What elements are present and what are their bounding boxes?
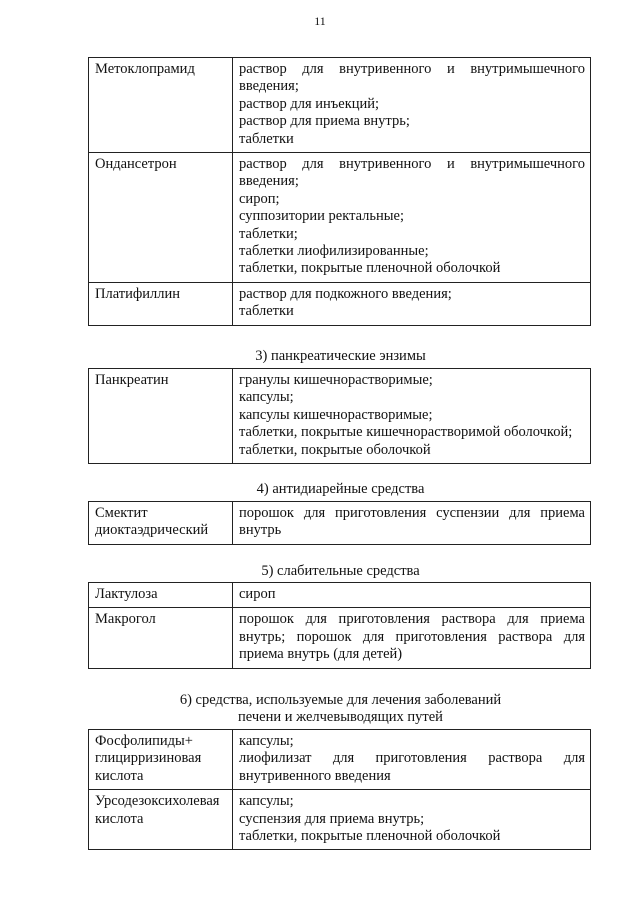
table-row xyxy=(89,502,591,545)
drug-name-line: глицирризиновая xyxy=(95,750,202,767)
form-line: сироп xyxy=(239,586,276,602)
drug-name xyxy=(89,583,233,608)
form-line: таблетки лиофилизированные; xyxy=(239,243,429,260)
form-line: суппозитории ректальные; xyxy=(239,208,404,225)
table-row xyxy=(89,583,591,608)
dosage-forms xyxy=(233,369,591,464)
drug-name-text: Ондансетрон xyxy=(95,156,177,173)
form-line: таблетки, покрытые оболочкой xyxy=(239,441,431,458)
drug-name-line: Смектит xyxy=(95,505,148,521)
drug-name xyxy=(89,282,233,325)
drug-name xyxy=(89,58,233,153)
form-line: внутрь; порошок для приготовления раствора для xyxy=(239,628,585,645)
form-line: гранулы кишечнорастворимые; xyxy=(239,372,433,388)
drug-name xyxy=(89,790,233,850)
form-line: порошок для приготовления раствора для приема xyxy=(239,611,585,628)
dosage-forms xyxy=(233,153,591,283)
table-row xyxy=(89,153,591,283)
form-line: сироп; xyxy=(239,190,280,207)
drug-table-liver-biliary xyxy=(88,729,591,850)
form-line: суспензия для приема внутрь; xyxy=(239,810,425,827)
form-line: капсулы; xyxy=(239,793,294,810)
form-line: таблетки xyxy=(239,303,294,320)
drug-table-antidiarrheal xyxy=(88,501,591,545)
dosage-forms xyxy=(233,282,591,325)
form-line: введения; xyxy=(239,173,299,190)
dosage-forms xyxy=(233,790,591,850)
table-row xyxy=(89,369,591,464)
form-line: капсулы; xyxy=(239,733,294,749)
form-line: приема внутрь (для детей) xyxy=(239,646,403,663)
drug-table-antiemetics xyxy=(88,57,591,326)
form-line: раствор для подкожного введения; xyxy=(239,285,452,302)
drug-name-line: диоктаэдрический xyxy=(95,522,209,539)
form-line: раствор для внутривенного и внутримышечного xyxy=(239,61,585,77)
drug-name xyxy=(89,369,233,464)
form-line: капсулы кишечнорастворимые; xyxy=(239,406,433,423)
drug-name-text: Метоклопрамид xyxy=(95,61,195,77)
form-line: введения; xyxy=(239,78,299,95)
form-line: внутривенного введения xyxy=(239,767,391,784)
table-row xyxy=(89,608,591,668)
drug-name-text: Панкреатин xyxy=(95,372,169,388)
drug-name-line: Фосфолипиды+ xyxy=(95,733,193,749)
dosage-forms xyxy=(233,583,591,608)
table-row xyxy=(89,730,591,790)
section-heading-liver-biliary xyxy=(88,692,593,726)
form-line: внутрь xyxy=(239,522,282,539)
section-heading-antidiarrheal: 4) антидиарейные средства xyxy=(256,481,425,497)
drug-name xyxy=(89,153,233,283)
drug-name-text: Лактулоза xyxy=(95,586,158,602)
drug-table-pancreatic-enzymes xyxy=(88,368,591,464)
section-heading-laxatives: 5) слабительные средства xyxy=(261,563,420,579)
dosage-forms xyxy=(233,502,591,545)
form-line: раствор для внутривенного и внутримышечного xyxy=(239,156,585,173)
drug-name-text: Платифиллин xyxy=(95,285,181,302)
section-heading-line: 6) средства, используемые для лечения заболеваний xyxy=(179,692,502,708)
form-line: таблетки, покрытые кишечнорастворимой оболочкой; xyxy=(239,424,573,441)
form-line: лиофилизат для приготовления раствора для xyxy=(239,750,585,767)
form-line: порошок для приготовления суспензии для приема xyxy=(239,505,585,521)
table-row xyxy=(89,58,591,153)
drug-name xyxy=(89,502,233,545)
page-number: 11 xyxy=(314,14,326,28)
drug-table-laxatives xyxy=(88,582,591,669)
form-line: таблетки; xyxy=(239,225,298,242)
table-row xyxy=(89,790,591,850)
form-line: раствор для инъекций; xyxy=(239,95,380,112)
drug-name-line: кислота xyxy=(95,767,144,784)
drug-name-line: кислота xyxy=(95,810,144,827)
form-line: капсулы; xyxy=(239,389,294,406)
table-row xyxy=(89,282,591,325)
drug-name-text: Макрогол xyxy=(95,611,156,628)
form-line: таблетки, покрытые пленочной оболочкой xyxy=(239,260,501,277)
section-heading-pancreatic-enzymes: 3) панкреатические энзимы xyxy=(255,348,426,364)
drug-name-line: Урсодезоксихолевая xyxy=(95,793,220,810)
section-heading-line: печени и желчевыводящих путей xyxy=(238,709,443,725)
dosage-forms xyxy=(233,58,591,153)
drug-name xyxy=(89,608,233,668)
dosage-forms xyxy=(233,730,591,790)
dosage-forms xyxy=(233,608,591,668)
form-line: таблетки, покрытые пленочной оболочкой xyxy=(239,828,501,845)
drug-name xyxy=(89,730,233,790)
form-line: раствор для приема внутрь; xyxy=(239,113,410,130)
form-line: таблетки xyxy=(239,130,294,147)
